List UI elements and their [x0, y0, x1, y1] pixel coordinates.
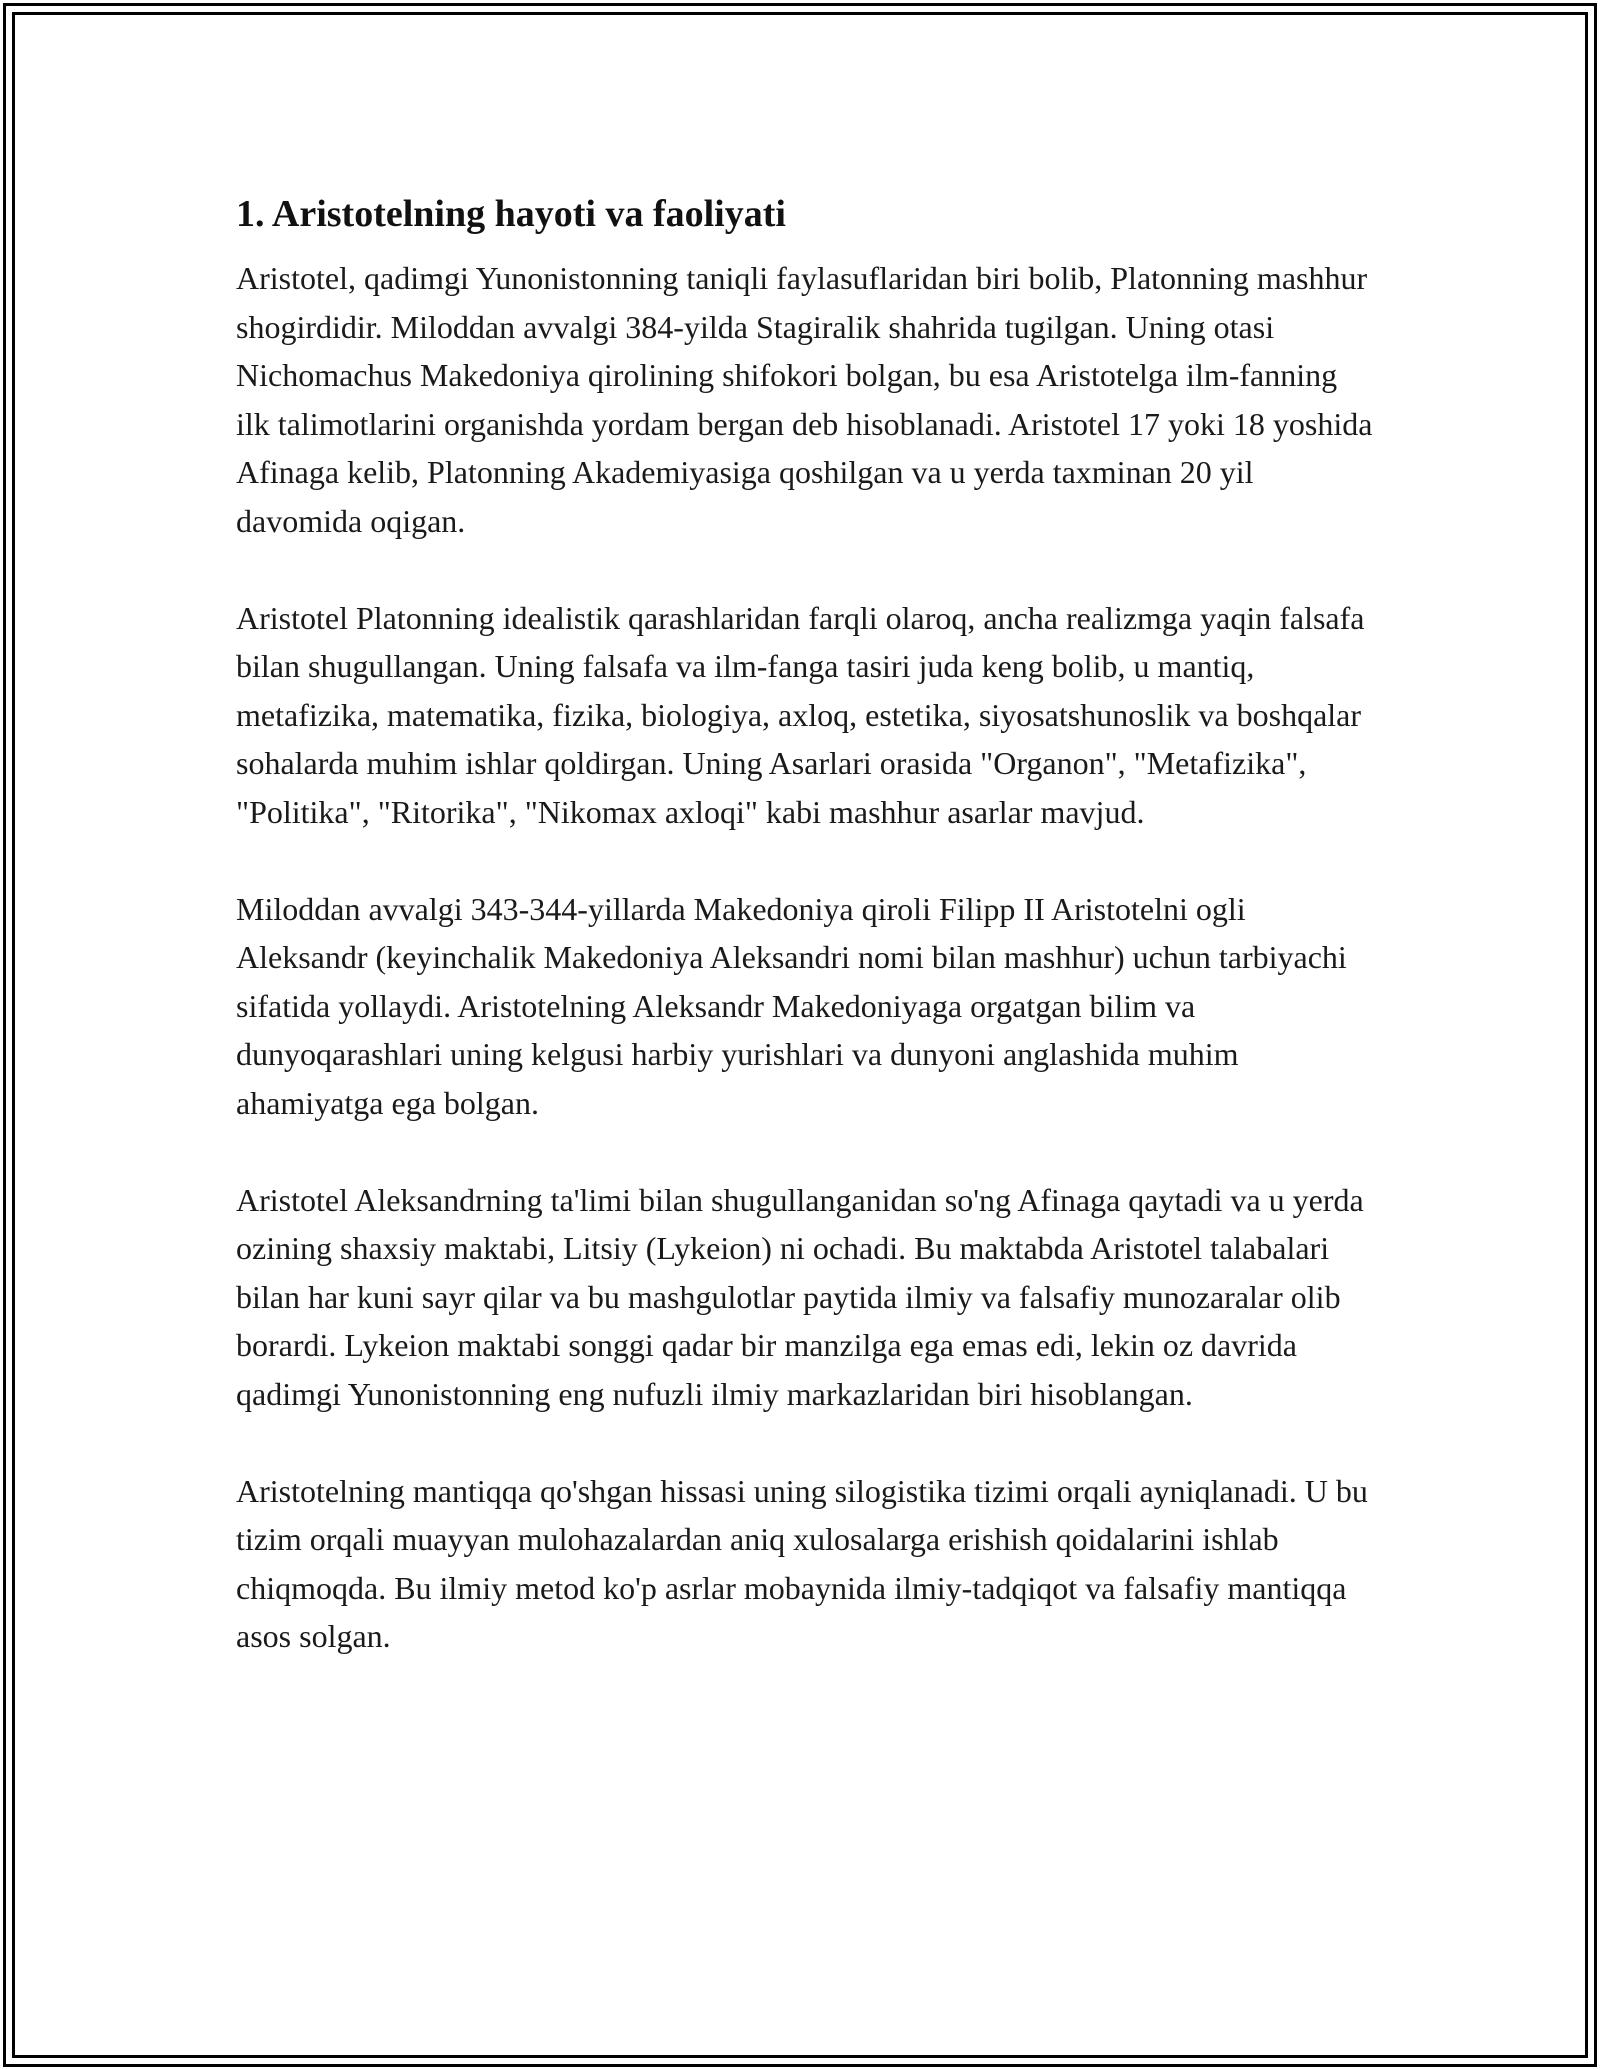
- document-body: [236, 190, 1376, 1661]
- paragraph-lykeion: Aristotel Aleksandrning ta'limi bilan shugullanganidan so'ng Afinaga qaytadi va u yerda ozining shaxsiy maktabi, Litsiy (Lykeion) ni ochadi. Bu maktabda Aristotel talabalari bilan har kuni sayr qilar va bu mashgulotlar paytida ilmiy va falsafiy munozaralar olib borardi. Lykeion maktabi songgi qadar bir manzilga ega emas edi, lekin oz davrida qadimgi Yunonistonning eng nufuzli ilmiy markazlaridan biri hisoblangan.: [236, 1181, 1364, 1412]
- paragraph-philosophy: Aristotel Platonning idealistik qarashlaridan farqli olaroq, ancha realizmga yaqin falsafa bilan shugullangan. Uning falsafa va ilm-fanga tasiri juda keng bolib, u mantiq, metafizika, matematika, fizika, biologiya, axloq, estetika, siyosatshunoslik va boshqalar sohalarda muhim ishlar qoldirgan. Uning Asarlari orasida "Organon", "Metafizika", "Politika", "Ritorika", "Nikomax axloqi" kabi mashhur asarlar mavjud.: [236, 599, 1365, 830]
- paragraph-early-life: Aristotel, qadimgi Yunonistonning taniqli faylasuflaridan biri bolib, Platonning mashhur shogirdidir. Miloddan avvalgi 384-yilda Stagiralik shahrida tugilgan. Uning otasi Nichomachus Makedoniya qirolining shifokori bolgan, bu esa Aristotelga ilm-fanning ilk talimotlarini organishda yordam bergan deb hisoblanadi. Aristotel 17 yoki 18 yoshida Afinaga kelib, Platonning Akademiyasiga qoshilgan va u yerda taxminan 20 yil davomida oqigan.: [236, 260, 1373, 539]
- paragraph-logic: Aristotelning mantiqqa qo'shgan hissasi uning silogistika tizimi orqali ayniqlanadi. U bu tizim orqali muayyan mulohazalardan aniq xulosalarga erishish qoidalarini ishlab chiqmoqda. Bu ilmiy metod ko'p asrlar mobaynida ilmiy-tadqiqot va falsafiy mantiqqa asos solgan.: [236, 1472, 1368, 1654]
- section-heading: 1. Aristotelning hayoti va faoliyati: [236, 193, 786, 235]
- paragraph-tutor-alexander: Miloddan avvalgi 343-344-yillarda Makedoniya qiroli Filipp II Aristotelni ogli Aleksandr (keyinchalik Makedoniya Aleksandri nomi bilan mashhur) uchun tarbiyachi sifatida yollaydi. Aristotelning Aleksandr Makedoniyaga orgatgan bilim va dunyoqarashlari uning kelgusi harbiy yurishlari va dunyoni anglashida muhim ahamiyatga ega bolgan.: [236, 890, 1347, 1121]
